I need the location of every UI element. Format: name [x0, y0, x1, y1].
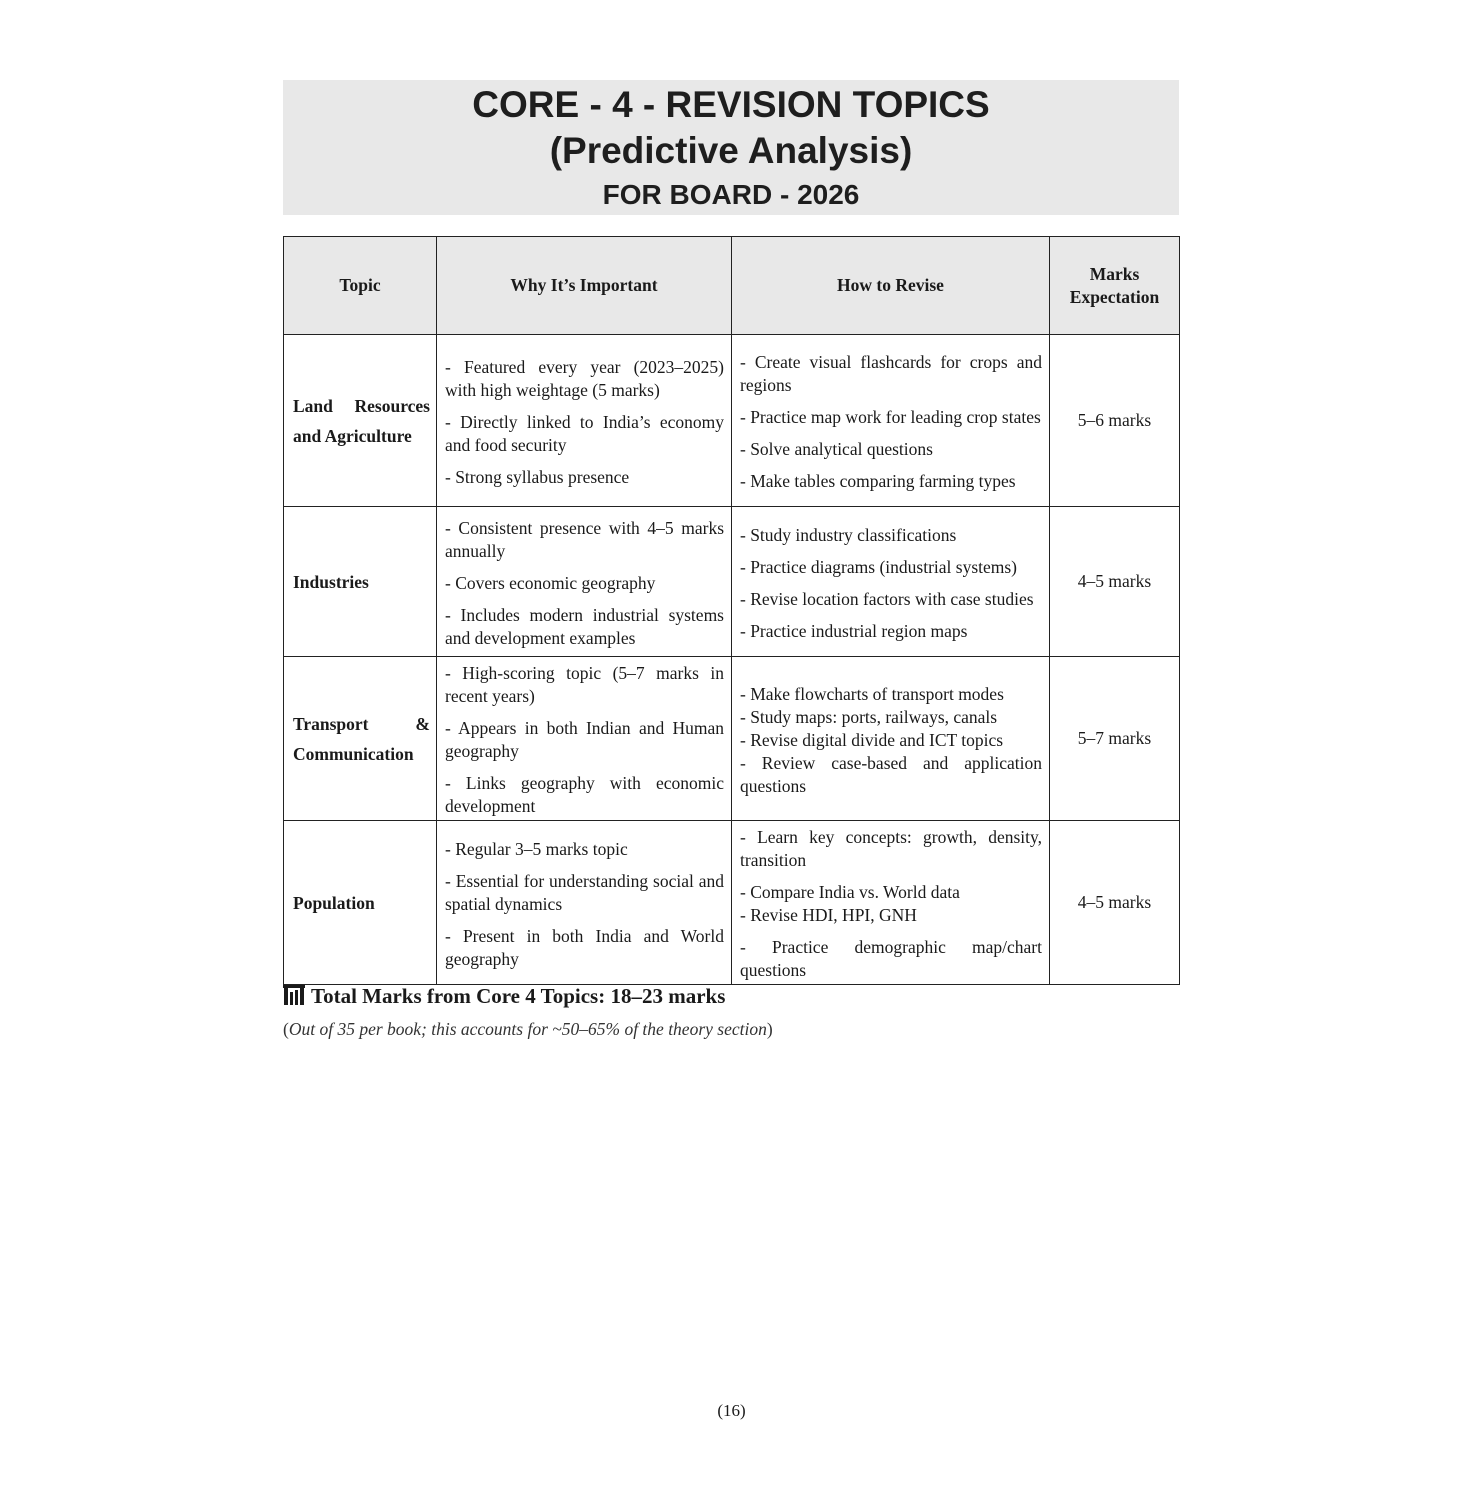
why-item: - High-scoring topic (5–7 marks in recent years): [445, 663, 724, 706]
why-item: - Present in both India and World geography: [445, 925, 724, 969]
total-marks-text: Total Marks from Core 4 Topics: 18–23 marks: [311, 984, 726, 1008]
how-item: - Revise digital divide and ICT topics: [740, 729, 1004, 750]
revision-topics-table: [283, 236, 1180, 985]
why-item: - Strong syllabus presence: [445, 466, 630, 487]
column-header-marks-label: Marks Expectation: [1069, 263, 1160, 307]
how-item: - Practice diagrams (industrial systems): [740, 556, 1018, 577]
marks-cell: 5–6 marks: [1050, 335, 1180, 507]
topic-cell: Population: [284, 821, 437, 985]
why-item: - Appears in both Indian and Human geography: [445, 718, 724, 761]
how-item: - Make tables comparing farming types: [740, 471, 1016, 491]
why-cell: [437, 335, 732, 507]
how-item: - Make flowcharts of transport modes: [740, 683, 1004, 704]
how-cell: [732, 821, 1050, 985]
how-cell: [732, 657, 1050, 821]
theory-section-note: [283, 1017, 773, 1041]
table-row: [284, 657, 1180, 821]
note-text: Out of 35 per book; this accounts for ~50–65% of the theory section: [288, 1019, 767, 1039]
how-item: - Create visual flashcards for crops and regions: [740, 352, 1042, 395]
table-header-row: [284, 237, 1180, 335]
topic-cell: Land Resources and Agriculture: [284, 335, 437, 507]
page-subtitle: (Predictive Analysis): [549, 130, 913, 171]
how-item: - Study maps: ports, railways, canals: [740, 706, 998, 727]
why-item: - Consistent presence with 4–5 marks annually: [445, 517, 724, 561]
total-marks-summary: [283, 982, 725, 1010]
why-item: - Essential for understanding social and spatial dynamics: [445, 870, 724, 914]
title-banner: [283, 80, 1179, 215]
why-cell: [437, 507, 732, 657]
topic-cell: Industries: [284, 507, 437, 657]
table-row: [284, 821, 1180, 985]
how-item: - Study industry classifications: [740, 524, 957, 545]
bar-chart-icon: [283, 985, 305, 1005]
note-open-paren: (: [283, 1019, 289, 1039]
column-header-topic: Topic: [284, 237, 437, 335]
column-header-why: Why It’s Important: [437, 237, 732, 335]
how-cell: [732, 507, 1050, 657]
why-item: - Includes modern industrial systems and development examples: [445, 604, 724, 648]
table-row: [284, 507, 1180, 657]
why-item: - Links geography with economic development: [445, 773, 724, 816]
how-item: - Practice industrial region maps: [740, 620, 968, 641]
why-item: - Featured every year (2023–2025) with high weightage (5 marks): [445, 356, 724, 400]
board-year-heading: FOR BOARD - 2026: [602, 179, 860, 210]
column-header-how: How to Revise: [732, 237, 1050, 335]
how-item: - Revise HDI, HPI, GNH: [740, 905, 917, 925]
table-row: [284, 335, 1180, 507]
marks-cell: 5–7 marks: [1050, 657, 1180, 821]
how-item: - Learn key concepts: growth, density, transition: [740, 827, 1042, 870]
how-item: - Revise location factors with case studies: [740, 588, 1034, 609]
why-cell: [437, 821, 732, 985]
how-item: - Review case-based and application questions: [740, 752, 1042, 796]
how-cell: [732, 335, 1050, 507]
column-header-marks: [1050, 237, 1180, 335]
topic-cell: Transport & Communication: [284, 657, 437, 821]
marks-cell: 4–5 marks: [1050, 507, 1180, 657]
page-title: CORE - 4 - REVISION TOPICS: [472, 84, 990, 125]
why-item: - Regular 3–5 marks topic: [445, 838, 628, 859]
how-item: - Practice map work for leading crop states: [740, 407, 1041, 427]
note-close-paren: ): [766, 1019, 773, 1039]
why-item: - Directly linked to India’s economy and food security: [445, 411, 724, 455]
how-item: - Solve analytical questions: [740, 439, 933, 459]
how-item: - Practice demographic map/chart questions: [740, 937, 1042, 980]
page-number: (16): [717, 1401, 746, 1420]
marks-cell: 4–5 marks: [1050, 821, 1180, 985]
how-item: - Compare India vs. World data: [740, 882, 960, 902]
why-item: - Covers economic geography: [445, 572, 656, 593]
why-cell: [437, 657, 732, 821]
